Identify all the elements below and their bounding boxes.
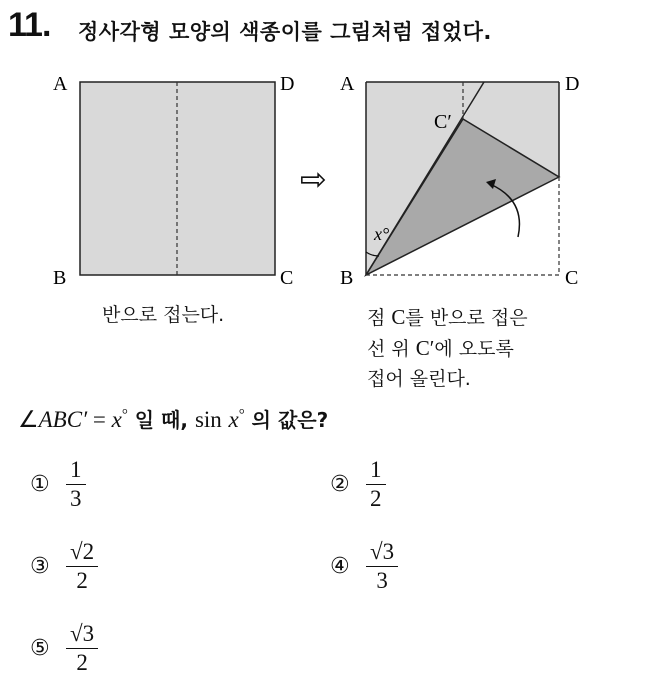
right-label-a: A: [340, 73, 355, 95]
question-text: 정사각형 모양의 색종이를 그림처럼 접었다.: [78, 20, 492, 44]
left-figure: [40, 62, 320, 292]
question-number: 11.: [8, 6, 51, 44]
choice-4-mark: ④: [330, 554, 350, 579]
choice-2-mark: ②: [330, 472, 350, 497]
left-label-b: B: [53, 267, 67, 289]
right-label-b: B: [340, 267, 354, 289]
right-caption-line-1: 점 C를 반으로 접은: [367, 305, 528, 329]
right-caption: [367, 302, 528, 394]
choice-2-fraction: $\frac{1}{2}$: [366, 458, 386, 511]
choice-4-fraction: $\frac{√3}{3}$: [366, 540, 398, 593]
right-caption-line-2: 선 위 C′에 오도록: [367, 336, 514, 360]
choice-1-fraction: $\frac{1}{3}$: [66, 458, 86, 511]
right-label-c: C: [565, 267, 579, 289]
choice-2[interactable]: [330, 458, 386, 511]
choice-5-fraction: $\frac{√3}{2}$: [66, 622, 98, 675]
choice-3-mark: ③: [30, 554, 50, 579]
right-label-d: D: [565, 73, 580, 95]
choice-5[interactable]: [30, 622, 98, 675]
choice-4[interactable]: [330, 540, 398, 593]
choice-1[interactable]: [30, 458, 86, 511]
choice-3[interactable]: [30, 540, 98, 593]
condition-line: ∠ABC′ = x° 일 때, sin x° 의 값은?: [18, 407, 329, 432]
right-figure: [330, 62, 630, 292]
left-label-c: C: [280, 267, 294, 289]
left-label-a: A: [53, 73, 68, 95]
right-arrow-icon: ⇨: [300, 160, 327, 198]
choice-1-mark: ①: [30, 472, 50, 497]
angle-label: x°: [374, 224, 390, 244]
right-caption-line-3: 접어 올린다.: [367, 368, 471, 390]
left-caption: 반으로 접는다.: [102, 304, 225, 326]
choice-3-fraction: $\frac{√2}{2}$: [66, 540, 98, 593]
left-label-d: D: [280, 73, 295, 95]
right-label-c-prime: C′: [434, 111, 452, 133]
choice-5-mark: ⑤: [30, 636, 50, 661]
